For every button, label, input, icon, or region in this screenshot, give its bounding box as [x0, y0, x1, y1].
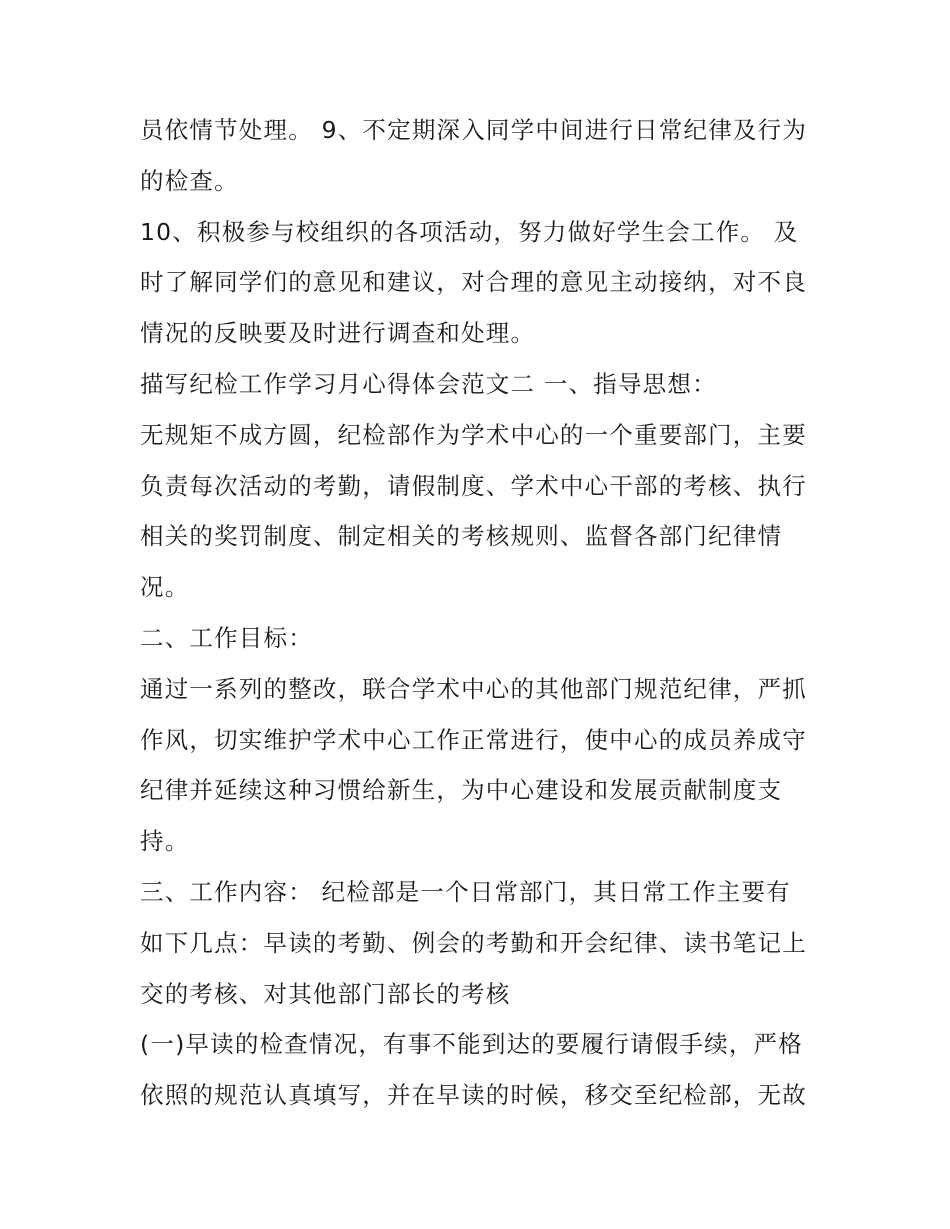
document-body [140, 107, 820, 1123]
text-line: 的检查。 [140, 166, 239, 195]
section-heading: 描写纪检工作学习月心得体会范文二 一、指导思想： [140, 369, 717, 398]
text-line: 作风，切实维护学术中心工作正常进行，使中心的成员养成守 [140, 725, 807, 754]
text-line: 如下几点：早读的考勤、例会的考勤和开会纪律、读书笔记上 [140, 928, 807, 957]
text-line: 员依情节处理。 9、不定期深入同学中间进行日常纪律及行为 [140, 116, 808, 144]
text-line: 10、积极参与校组织的各项活动，努力做好学生会工作。 及 [140, 217, 799, 246]
text-line: 依照的规范认真填写，并在早读的时候，移交至纪检部，无故 [140, 1081, 807, 1110]
text-line: 持。 [140, 827, 190, 856]
text-line: 交的考核、对其他部门部长的考核 [140, 979, 511, 1008]
text-line: 况。 [140, 573, 190, 602]
text-line: 相关的奖罚制度、制定相关的考核规则、监督各部门纪律情 [140, 522, 783, 551]
text-line: 纪律并延续这种习惯给新生，为中心建设和发展贡献制度支 [140, 776, 783, 805]
section-heading: 二、工作目标： [140, 623, 313, 652]
text-line: 时了解同学们的意见和建议，对合理的意见主动接纳，对不良 [140, 268, 807, 297]
text-line: 无规矩不成方圆，纪检部作为学术中心的一个重要部门，主要 [140, 420, 807, 449]
section-heading: 三、工作内容： 纪检部是一个日常部门，其日常工作主要有 [140, 877, 791, 906]
text-line: 情况的反映要及时进行调查和处理。 [140, 319, 536, 348]
text-line: 负责每次活动的考勤，请假制度、学术中心干部的考核、执行 [140, 471, 807, 500]
text-line: (一)早读的检查情况，有事不能到达的要履行请假手续，严格 [140, 1030, 803, 1059]
text-line: 通过一系列的整改，联合学术中心的其他部门规范纪律，严抓 [140, 674, 807, 703]
